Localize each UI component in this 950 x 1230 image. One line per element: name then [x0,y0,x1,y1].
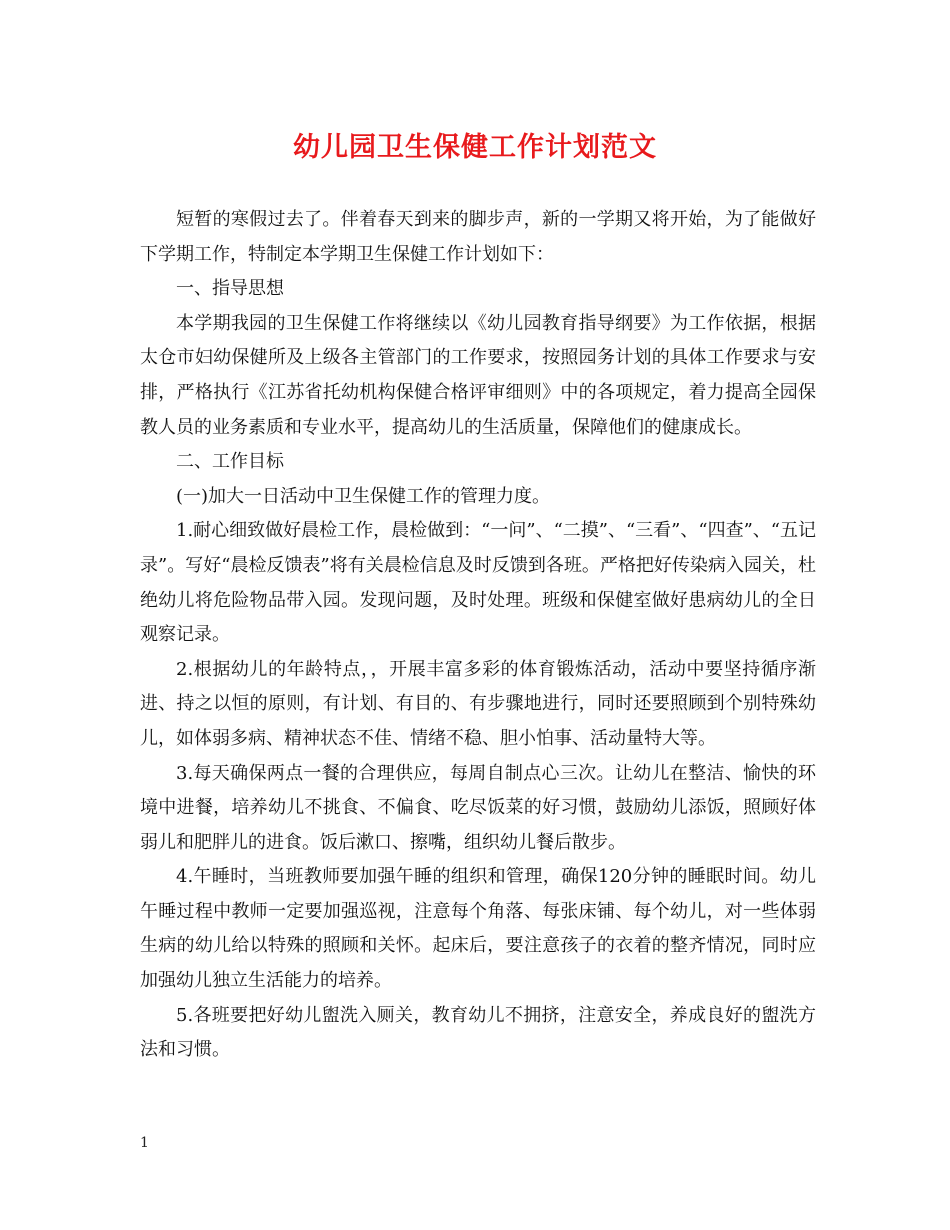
paragraph-item-4: 4.午睡时，当班教师要加强午睡的组织和管理，确保120分钟的睡眠时间。幼儿午睡过程中教师一定要加强巡视，注意每个角落、每张床铺、每个幼儿，对一些体弱生病的幼儿给以特殊的照顾和关怀。起床后，要注意孩子的衣着的整齐情况，同时应加强幼儿独立生活能力的培养。 [140,866,816,992]
document-body [140,203,816,1068]
page-number: 1 [140,1135,149,1151]
document-title: 幼儿园卫生保健工作计划范文 [293,132,657,163]
paragraph-item-5: 5.各班要把好幼儿盥洗入厕关，教育幼儿不拥挤，注意安全，养成良好的盥洗方法和习惯。 [140,1004,816,1061]
paragraph-guiding-thought: 本学期我园的卫生保健工作将继续以《幼儿园教育指导纲要》为工作依据，根据太仓市妇幼保健所及上级各主管部门的工作要求，按照园务计划的具体工作要求与安排，严格执行《江苏省托幼机构保健合格评审细则》中的各项规定，着力提高全园保教人员的业务素质和专业水平，提高幼儿的生活质量，保障他们的健康成长。 [140,312,816,438]
paragraph-item-2: 2.根据幼儿的年龄特点，，开展丰富多彩的体育锻炼活动，活动中要坚持循序渐进、持之以恒的原则，有计划、有目的、有步骤地进行，同时还要照顾到个别特殊幼儿，如体弱多病、精神状态不佳、情绪不稳、胆小怕事、活动量特大等。 [140,658,816,749]
paragraph-intro: 短暂的寒假过去了。伴着春天到来的脚步声，新的一学期又将开始，为了能做好下学期工作，特制定本学期卫生保健工作计划如下： [140,209,816,265]
paragraph-item-3: 3.每天确保两点一餐的合理供应，每周自制点心三次。让幼儿在整洁、愉快的环境中进餐，培养幼儿不挑食、不偏食、吃尽饭菜的好习惯，鼓励幼儿添饭，照顾好体弱儿和肥胖儿的进食。饭后漱口、擦嘴，组织幼儿餐后散步。 [140,762,816,853]
section-heading-guiding-thought: 一、指导思想 [176,278,284,300]
section-heading-work-goals: 二、工作目标 [176,451,284,473]
paragraph-item-1: 1.耐心细致做好晨检工作，晨检做到：“一问”、“二摸”、“三看”、“四查”、“五记录”。写好“晨检反馈表”将有关晨检信息及时反馈到各班。严格把好传染病入园关，杜绝幼儿将危险物品带入园。发现问题，及时处理。班级和保健室做好患病幼儿的全日观察记录。 [140,520,816,646]
subheading-daily-management: (一)加大一日活动中卫生保健工作的管理力度。 [176,485,551,507]
